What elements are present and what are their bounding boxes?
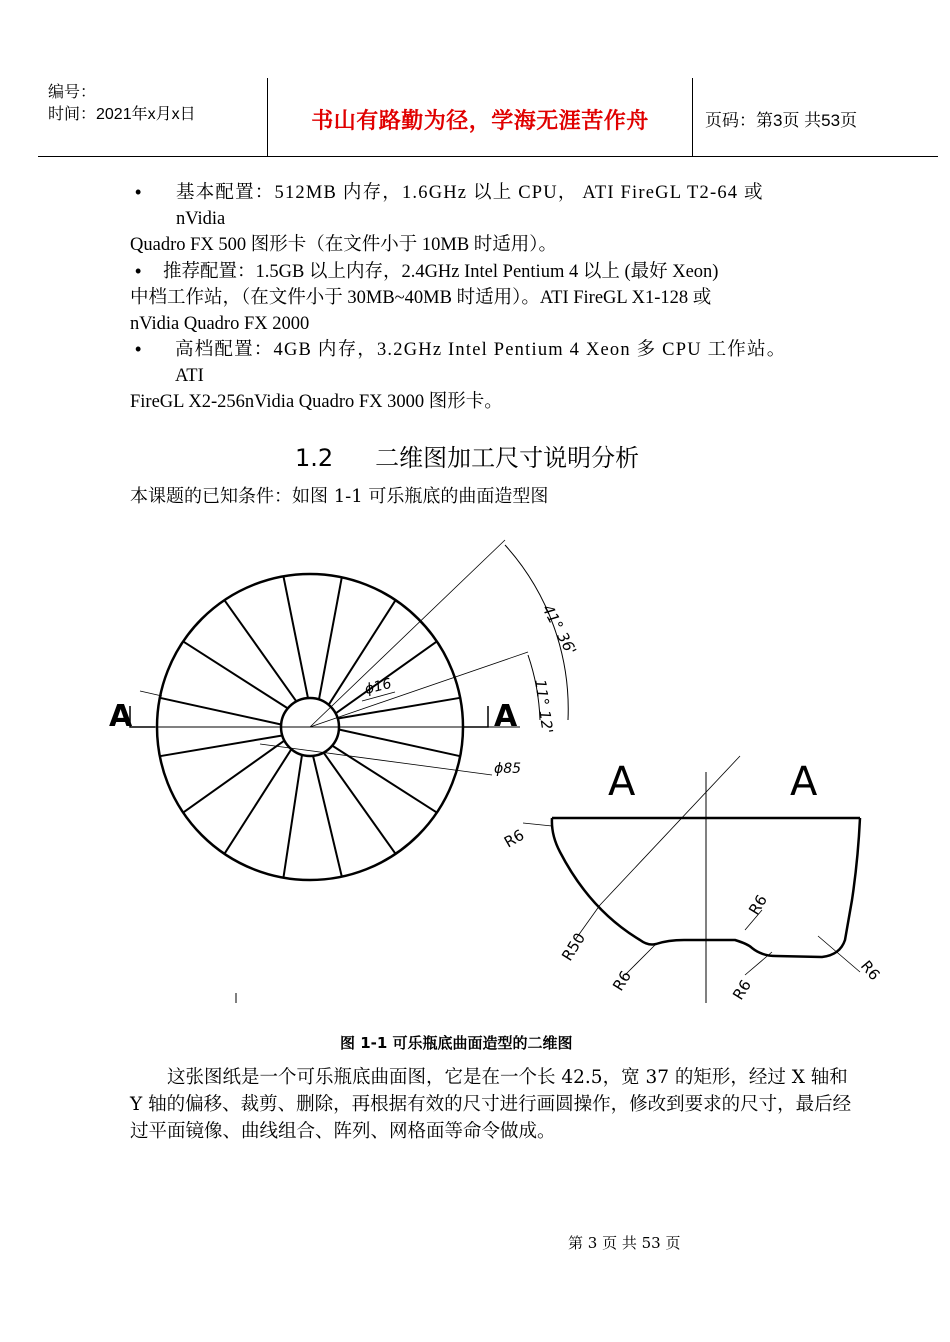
- header-page-info: 页码：第3页 共53页: [705, 111, 858, 130]
- basic-config-line-3: Quadro FX 500 图形卡（在文件小于 10MB 时适用）。: [130, 235, 558, 255]
- section-view-label-left: A: [608, 759, 636, 805]
- number-label: 编号：: [48, 84, 97, 101]
- bullet: •: [135, 182, 142, 202]
- section-label-left: A: [109, 699, 133, 734]
- recommended-config-line-1: 推荐配置：1.5GB 以上内存，2.4GHz Intel Pentium 4 以上 (最好 Xeon): [163, 262, 719, 282]
- figure-caption: 图 1-1 可乐瓶底曲面造型的二维图: [340, 1034, 573, 1052]
- spoke-line: [283, 576, 308, 698]
- r6-leader-top: [523, 823, 552, 826]
- high-config-line-1: 高档配置：4GB 内存，3.2GHz Intel Pentium 4 Xeon 多 CPU 工作站。: [175, 340, 787, 360]
- angle-outer-label: 41° 36': [538, 601, 580, 659]
- spoke-line: [183, 641, 288, 708]
- high-config-line-2: ATI: [175, 366, 204, 386]
- phi85-leader: [260, 744, 492, 775]
- basic-config-line-2: nVidia: [176, 209, 226, 229]
- dim-r6-bottom-right: R6: [729, 976, 755, 1004]
- r6-leader-right: [818, 936, 860, 972]
- dim-arrow-left: [140, 691, 162, 696]
- page-footer: 第 3 页 共 53 页: [568, 1234, 681, 1252]
- body-paragraph: 这张图纸是一个可乐瓶底曲面图，它是在一个长 42.5，宽 37 的矩形，经过 X 轴和 Y 轴的偏移、裁剪、删除，再根据有效的尺寸进行画圆操作，修改到要求的尺寸，最后经过平面镜像、曲线组合、阵列、网格面等命令做成。: [130, 1067, 852, 1142]
- header-motto: 书山有路勤为径，学海无涯苦作舟: [311, 109, 649, 134]
- section-marker-left: [130, 706, 155, 727]
- spoke-line: [319, 577, 342, 699]
- dim-r6-top: R6: [501, 825, 528, 852]
- bullet: •: [135, 339, 142, 359]
- recommended-config-line-3: nVidia Quadro FX 2000: [130, 314, 310, 334]
- r6-leader-right-bottom: [745, 952, 772, 975]
- spoke-line: [339, 730, 460, 757]
- spoke-line: [160, 698, 281, 725]
- dim-r6-right: R6: [856, 957, 884, 984]
- spoke-line: [224, 600, 296, 701]
- r6-leader-bottom: [625, 944, 656, 975]
- high-config-line-3: FireGL X2-256nVidia Quadro FX 3000 图形卡。: [130, 392, 503, 412]
- recommended-config-line-2: 中档工作站，（在文件小于 30MB~40MB 时适用）。ATI FireGL X1-128 或: [130, 288, 712, 308]
- section-marker-right: [462, 706, 488, 727]
- spoke-line: [224, 749, 291, 854]
- time-label: 时间：2021年x月x日: [48, 106, 196, 123]
- section-number: 1.2: [295, 444, 334, 472]
- spoke-line: [183, 741, 284, 813]
- dim-phi16: ϕ16: [363, 675, 394, 698]
- section-view-label-right: A: [790, 759, 818, 805]
- spoke-line: [338, 698, 460, 719]
- bullet: •: [135, 261, 142, 281]
- spoke-line: [324, 753, 396, 854]
- section-label-right: A: [494, 699, 518, 734]
- dim-r6-middle: R6: [745, 891, 771, 919]
- angle-leader-outer: [310, 540, 505, 727]
- spoke-line: [160, 735, 282, 756]
- spoke-line: [313, 756, 342, 877]
- dim-r6-bottom-left: R6: [609, 967, 635, 995]
- dim-phi85: ϕ85: [494, 761, 522, 777]
- dim-r50: R50: [558, 929, 590, 965]
- angle-inner-label: 11° 12': [531, 678, 557, 735]
- basic-config-line-1: 基本配置：512MB 内存，1.6GHz 以上 CPU， ATI FireGL T2-64 或: [176, 183, 764, 203]
- section-title: 二维图加工尺寸说明分析: [375, 444, 640, 472]
- intro-text: 本课题的已知条件：如图 1-1 可乐瓶底的曲面造型图: [130, 486, 549, 507]
- spoke-line: [283, 755, 302, 878]
